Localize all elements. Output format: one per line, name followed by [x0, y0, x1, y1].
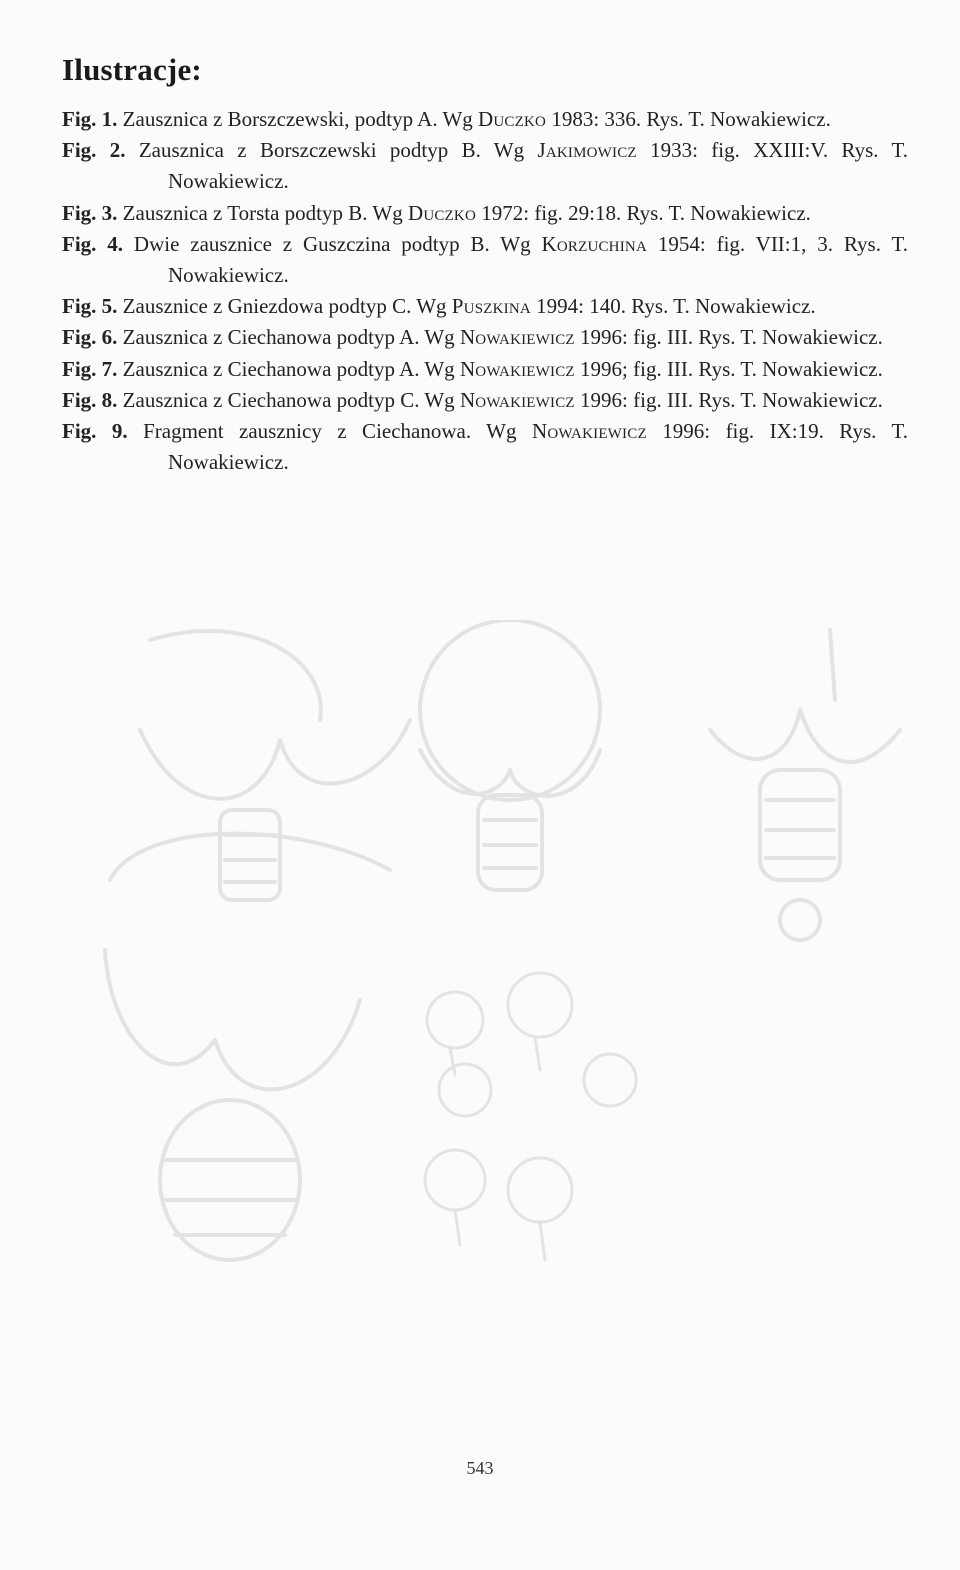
- figure-caption-8: [62, 385, 908, 416]
- figure-caption-2: [62, 135, 908, 197]
- caption-text: Zausznice z Gniezdowa podtyp C. Wg: [117, 294, 452, 319]
- caption-text: 1954: fig. VII:1, 3. Rys. T. Nowakiewicz.: [168, 231, 909, 288]
- earring-drawing-middle: [420, 620, 600, 890]
- source-author: Nowakiewicz: [459, 387, 575, 412]
- figure-label: Fig. 4.: [62, 231, 124, 256]
- figure-label: Fig. 1.: [62, 107, 118, 131]
- caption-text: Zausznica z Ciechanowa podtyp A. Wg: [117, 356, 460, 381]
- source-author: Korzuchina: [541, 231, 647, 256]
- caption-text: Zausznica z Ciechanowa podtyp C. Wg: [117, 387, 460, 412]
- figure-caption-3: [62, 198, 908, 229]
- figure-caption-list: [62, 104, 908, 478]
- figure-label: Fig. 8.: [62, 387, 118, 412]
- caption-text: Zausznica z Borszczewski podtyp B. Wg: [125, 138, 538, 163]
- figure-caption-5: [62, 291, 908, 322]
- figure-label: Fig. 3.: [62, 200, 118, 225]
- section-heading: Ilustracje:: [62, 52, 202, 87]
- caption-text: Zausznica z Borszczewski, podtyp A. Wg: [117, 107, 479, 131]
- figure-label: Fig. 7.: [62, 356, 118, 381]
- earring-drawing-lower: [105, 834, 390, 1260]
- source-author: Nowakiewicz: [459, 356, 575, 381]
- caption-text: Zausznica z Torsta podtyp B. Wg: [117, 200, 408, 225]
- page-number: 543: [466, 1458, 494, 1478]
- bleed-through-illustration: [0, 620, 960, 1460]
- figure-caption-6: [62, 322, 908, 353]
- caption-text: 1972: fig. 29:18. Rys. T. Nowakiewicz.: [475, 200, 811, 225]
- source-author: Nowakiewicz: [459, 325, 575, 350]
- figure-caption-9: [62, 416, 908, 478]
- caption-text: Fragment zausznicy z Ciechanowa. Wg: [127, 419, 532, 444]
- caption-text: 1996: fig. IX:19. Rys. T. Nowakiewicz.: [168, 419, 908, 475]
- source-author: Puszkina: [451, 294, 531, 319]
- figure-label: Fig. 2.: [62, 138, 126, 163]
- figure-label: Fig. 5.: [62, 294, 118, 319]
- figure-caption-7: [62, 354, 908, 385]
- caption-text: 1996: fig. III. Rys. T. Nowakiewicz.: [574, 325, 883, 350]
- figure-caption-4: [62, 229, 908, 291]
- caption-text: 1996; fig. III. Rys. T. Nowakiewicz.: [574, 356, 883, 381]
- figure-caption-1: [62, 104, 908, 135]
- source-author: Duczko: [478, 107, 547, 131]
- caption-text: Dwie zausznice z Guszczina podtyp B. Wg: [123, 231, 542, 256]
- small-earrings-cluster: [425, 973, 636, 1260]
- caption-text: 1996: fig. III. Rys. T. Nowakiewicz.: [574, 387, 883, 412]
- figure-label: Fig. 6.: [62, 325, 118, 350]
- source-author: Jakimowicz: [537, 138, 637, 163]
- figure-label: Fig. 9.: [62, 419, 128, 444]
- source-author: Nowakiewicz: [531, 419, 647, 444]
- caption-text: Zausznica z Ciechanowa podtyp A. Wg: [117, 325, 460, 350]
- earring-drawing-right: [710, 630, 900, 940]
- source-author: Duczko: [407, 200, 476, 225]
- caption-text: 1933: fig. XXIII:V. Rys. T. Nowakiewicz.: [168, 138, 908, 194]
- caption-text: 1994: 140. Rys. T. Nowakiewicz.: [530, 294, 816, 319]
- caption-text: 1983: 336. Rys. T. Nowakiewicz.: [546, 107, 831, 131]
